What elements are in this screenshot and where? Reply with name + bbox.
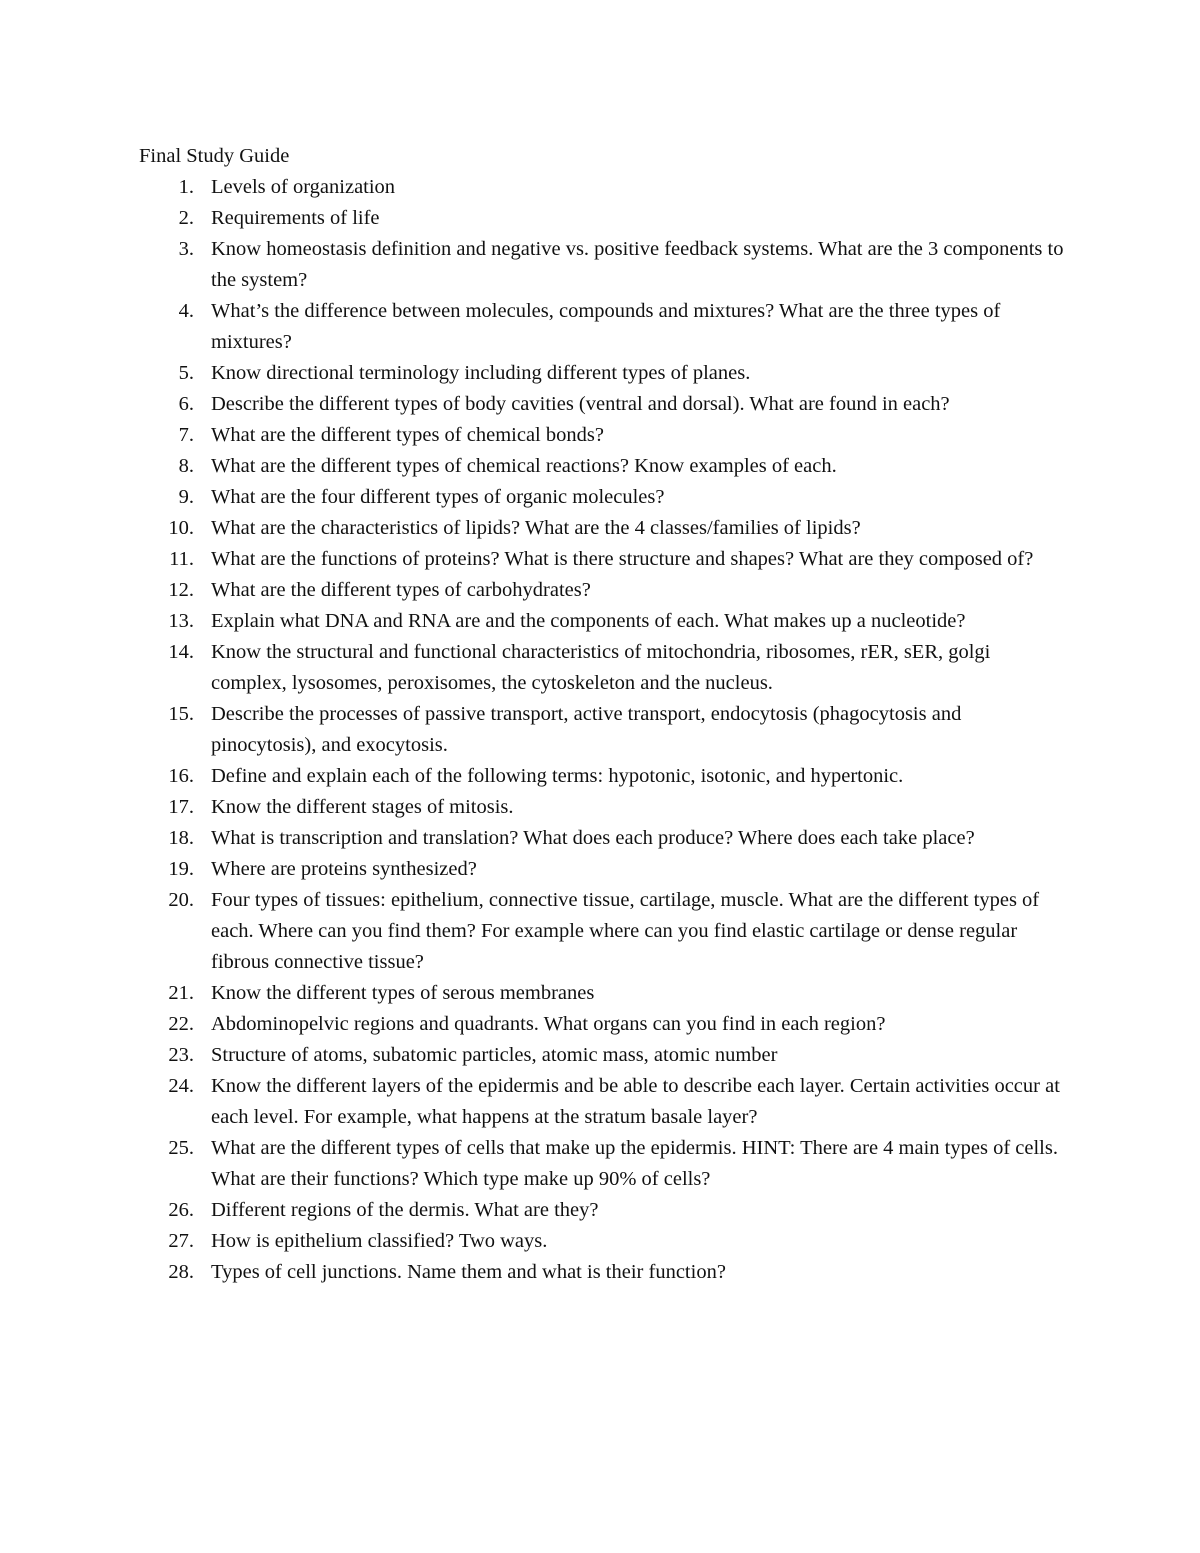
- item-text: What is transcription and translation? What does each produce? Where does each take place?: [211, 827, 975, 849]
- item-text: Know the different types of serous membranes: [211, 982, 595, 1004]
- item-text: Requirements of life: [211, 207, 380, 229]
- item-text: Define and explain each of the following terms: hypotonic, isotonic, and hypertonic.: [211, 765, 904, 787]
- item-number: 25.: [168, 1137, 194, 1159]
- list-item: [0, 420, 1200, 451]
- item-number: 18.: [168, 827, 194, 849]
- item-number: 23.: [168, 1044, 194, 1066]
- item-number: 24.: [168, 1075, 194, 1097]
- list-item: [0, 296, 1200, 358]
- item-number: 7.: [178, 424, 194, 446]
- list-item: [0, 172, 1200, 203]
- item-number: 1.: [178, 176, 194, 198]
- item-text: What are the different types of chemical bonds?: [211, 424, 604, 446]
- list-item: [0, 854, 1200, 885]
- item-number: 12.: [168, 579, 194, 601]
- item-number: 11.: [169, 548, 194, 570]
- list-item: [0, 761, 1200, 792]
- list-item: [0, 203, 1200, 234]
- list-item: [0, 1195, 1200, 1226]
- item-number: 15.: [168, 703, 194, 725]
- item-number: 5.: [178, 362, 194, 384]
- item-text: What are the different types of carbohydrates?: [211, 579, 591, 601]
- item-text: Know the different stages of mitosis.: [211, 796, 514, 818]
- item-text: What are the characteristics of lipids? What are the 4 classes/families of lipids?: [211, 517, 861, 539]
- list-item: [0, 1257, 1200, 1288]
- item-text: Describe the processes of passive transport, active transport, endocytosis (phagocytosis and pinocytosis), and exocytosis.: [211, 703, 962, 756]
- item-text: What are the four different types of organic molecules?: [211, 486, 665, 508]
- item-number: 20.: [168, 889, 194, 911]
- list-item: [0, 978, 1200, 1009]
- list-item: [0, 1009, 1200, 1040]
- list-item: [0, 823, 1200, 854]
- item-number: 14.: [168, 641, 194, 663]
- item-number: 4.: [178, 300, 194, 322]
- list-item: [0, 637, 1200, 699]
- item-text: What’s the difference between molecules, compounds and mixtures? What are the three types of mixtures?: [211, 300, 1001, 353]
- item-text: Levels of organization: [211, 176, 396, 198]
- item-text: Know the structural and functional characteristics of mitochondria, ribosomes, rER, sER, golgi complex, lysosomes, peroxisomes, the cytoskeleton and the nucleus.: [211, 641, 991, 694]
- list-item: [0, 544, 1200, 575]
- list-item: [0, 482, 1200, 513]
- item-number: 9.: [178, 486, 194, 508]
- item-text: What are the different types of cells that make up the epidermis. HINT: There are 4 main types of cells. What are their functions? Which type make up 90% of cells?: [211, 1137, 1058, 1190]
- document-title: Final Study Guide: [139, 145, 290, 167]
- item-number: 13.: [168, 610, 194, 632]
- item-text: Explain what DNA and RNA are and the components of each. What makes up a nucleotide?: [211, 610, 966, 632]
- list-item: [0, 451, 1200, 482]
- list-item: [0, 234, 1200, 296]
- list-item: [0, 1226, 1200, 1257]
- list-item: [0, 1040, 1200, 1071]
- item-number: 26.: [168, 1199, 194, 1221]
- list-item: [0, 885, 1200, 978]
- list-item: [0, 575, 1200, 606]
- list-item: [0, 1133, 1200, 1195]
- item-number: 28.: [168, 1261, 194, 1283]
- item-text: Describe the different types of body cavities (ventral and dorsal). What are found in each?: [211, 393, 950, 415]
- list-item: [0, 699, 1200, 761]
- item-text: How is epithelium classified? Two ways.: [211, 1230, 548, 1252]
- item-text: Types of cell junctions. Name them and what is their function?: [211, 1261, 726, 1283]
- list-item: [0, 792, 1200, 823]
- item-number: 27.: [168, 1230, 194, 1252]
- study-guide-list: [0, 172, 1200, 1288]
- list-item: [0, 606, 1200, 637]
- item-text: Where are proteins synthesized?: [211, 858, 477, 880]
- item-number: 10.: [168, 517, 194, 539]
- item-number: 8.: [178, 455, 194, 477]
- list-item: [0, 1071, 1200, 1133]
- item-number: 19.: [168, 858, 194, 880]
- item-number: 6.: [178, 393, 194, 415]
- item-number: 22.: [168, 1013, 194, 1035]
- item-text: Know homeostasis definition and negative vs. positive feedback systems. What are the 3 components to the system?: [211, 238, 1064, 291]
- item-text: Structure of atoms, subatomic particles, atomic mass, atomic number: [211, 1044, 778, 1066]
- item-text: What are the functions of proteins? What is there structure and shapes? What are they composed of?: [211, 548, 1034, 570]
- item-text: What are the different types of chemical reactions? Know examples of each.: [211, 455, 837, 477]
- item-text: Know directional terminology including different types of planes.: [211, 362, 751, 384]
- item-number: 17.: [168, 796, 194, 818]
- list-item: [0, 389, 1200, 420]
- item-text: Different regions of the dermis. What are they?: [211, 1199, 599, 1221]
- item-text: Abdominopelvic regions and quadrants. What organs can you find in each region?: [211, 1013, 886, 1035]
- item-number: 16.: [168, 765, 194, 787]
- list-item: [0, 513, 1200, 544]
- item-number: 2.: [178, 207, 194, 229]
- item-text: Know the different layers of the epidermis and be able to describe each layer. Certain activities occur at each level. For example, what happens at the stratum basale layer?: [211, 1075, 1060, 1128]
- item-number: 3.: [178, 238, 194, 260]
- list-item: [0, 358, 1200, 389]
- item-number: 21.: [168, 982, 194, 1004]
- item-text: Four types of tissues: epithelium, connective tissue, cartilage, muscle. What are the different types of each. Where can you find them? For example where can you find elastic cartilage or dense regular fibrous connective tissue?: [211, 889, 1040, 973]
